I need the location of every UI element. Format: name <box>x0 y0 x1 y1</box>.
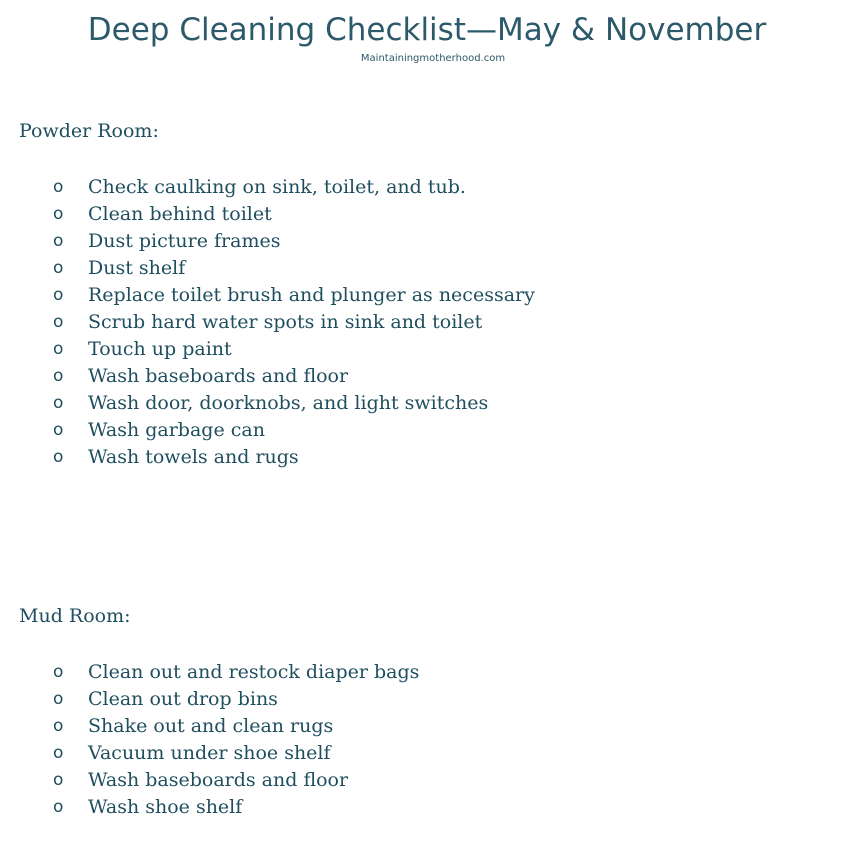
checklist-item-label: Wash baseboards and floor <box>88 769 349 791</box>
checklist-item-label: Replace toilet brush and plunger as necessary <box>88 284 535 306</box>
circle-bullet-icon: o <box>53 447 64 467</box>
circle-bullet-icon: o <box>53 770 64 790</box>
checklist-item-label: Dust shelf <box>88 257 186 279</box>
checklist-item-label: Clean out and restock diaper bags <box>88 661 420 683</box>
circle-bullet-icon: o <box>53 662 64 682</box>
checklist-item-label: Vacuum under shoe shelf <box>88 742 331 764</box>
circle-bullet-icon: o <box>53 716 64 736</box>
page-title: Deep Cleaning Checklist—May & November <box>87 12 767 48</box>
checklist-item-label: Wash baseboards and floor <box>88 365 349 387</box>
checklist-item-label: Clean behind toilet <box>88 203 272 225</box>
checklist-item-label: Clean out drop bins <box>88 688 278 710</box>
checklist-item-label: Wash garbage can <box>88 419 265 441</box>
circle-bullet-icon: o <box>53 285 64 305</box>
powder-room-heading: Powder Room: <box>19 120 159 142</box>
checklist-item-label: Scrub hard water spots in sink and toilet <box>88 311 483 333</box>
mud-room-heading: Mud Room: <box>19 605 131 627</box>
circle-bullet-icon: o <box>53 204 64 224</box>
circle-bullet-icon: o <box>53 258 64 278</box>
checklist-item-label: Dust picture frames <box>88 230 281 252</box>
circle-bullet-icon: o <box>53 797 64 817</box>
circle-bullet-icon: o <box>53 366 64 386</box>
checklist-item-label: Check caulking on sink, toilet, and tub. <box>88 176 466 198</box>
circle-bullet-icon: o <box>53 177 64 197</box>
circle-bullet-icon: o <box>53 231 64 251</box>
checklist-item-label: Touch up paint <box>88 338 232 360</box>
circle-bullet-icon: o <box>53 339 64 359</box>
circle-bullet-icon: o <box>53 420 64 440</box>
circle-bullet-icon: o <box>53 393 64 413</box>
checklist-item-label: Wash shoe shelf <box>88 796 243 818</box>
circle-bullet-icon: o <box>53 743 64 763</box>
checklist-item-label: Shake out and clean rugs <box>88 715 334 737</box>
site-url: Maintainingmotherhood.com <box>360 53 506 64</box>
circle-bullet-icon: o <box>53 689 64 709</box>
checklist-item-label: Wash towels and rugs <box>88 446 299 468</box>
checklist-item-label: Wash door, doorknobs, and light switches <box>88 392 489 414</box>
circle-bullet-icon: o <box>53 312 64 332</box>
